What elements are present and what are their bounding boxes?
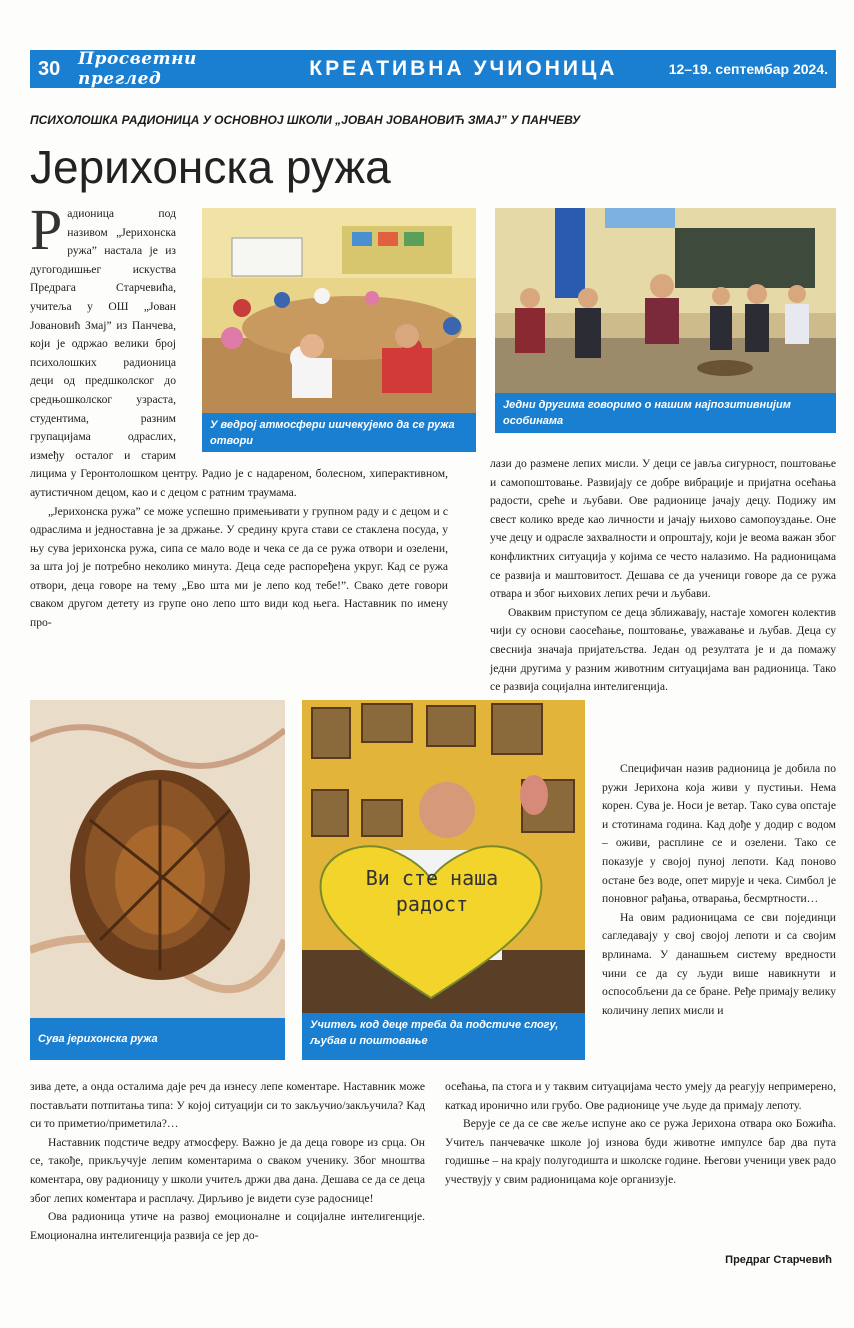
column-right-narrow (602, 760, 836, 1020)
heart-sign (316, 840, 546, 1000)
paragraph-intro: Радионица под називом „Јерихонска ружа” настала је из дугогодишњег искуства Предрага Старчевића, учитеља у ОШ „Јован Јовановић Змај” из Панчева, који је одржао велики број психолошких радионица деци од предшколског до средњошколског узраста, студентима, разним групацијама одраслих, између осталог и старим лицима у Геронтолошком центру. Радио је с надареном, болесном, хиперактивном, аутистичном децом, као и с децом с ратним траумама. (30, 197, 448, 499)
paragraph-collective: Оваквим приступом се деца зближавају, настаје хомоген колектив чији су основи саосећање, поштовање, уважавање и љубав. Деца су свесниja значаја пријатељства. Један од резултата је и да помажу једни другима у разним животним ситуацијама ван радионица. Тако се развија социјална интелигенција. (490, 605, 836, 694)
drop-cap: Р (30, 197, 63, 262)
teacher-caption: Учитељ код деце треба да подстиче слогу, љубав и поштовање (302, 1013, 585, 1060)
article-author: Предраг Старчевић (725, 1254, 832, 1266)
paragraph-exchange: лази до размене лепих мисли. У деци се јавља сигурност, поштовање и самопоштовање. Развијају се добре вибрације и пријатна осећања радости, среће и љубави. Ове радионице јачају децу. Подижу им свест колико вреде као личности и јачају њихово самопоуздање. Оне уче децу и одрасле захвалности и опроштају, који је веома важан због конфликтних ситуација у којима се често налазимо. На радионицама се развија и маштовитост. Дешава се да ученици говоре да се ружа отвара и због њихових лепих речи и љубави. (490, 457, 836, 601)
column-bottom-left (30, 1078, 425, 1245)
paragraph-christmas: Верује се да се све жеље испуне ако се ружа Јерихона отвара око Божића. Учитељ панчевачке школе јој изнова буди животне импулсе бар два пута годишње – на крају полугодишта и школске године. Његови ученици увек радо учествују у свим радионицама које организује. (445, 1117, 836, 1186)
rose-photo (30, 700, 285, 1018)
teacher-photo (302, 700, 585, 1013)
paragraph-intelligence: Ова радионица утиче на развој емоционалне и социјалне интелигенције. Емоционална интелигенција развија се јер до- (30, 1210, 425, 1242)
issue-date: 12–19. септембар 2024. (668, 61, 828, 77)
column-right (490, 455, 836, 697)
column-bottom-right (445, 1078, 836, 1190)
classroom-caption: У ведрој атмосфери ишчекујемо да се ружа отвори (202, 413, 476, 452)
article-title: Јерихонска ружа (30, 141, 391, 193)
paragraph-atmosphere: Наставник подстиче ведру атмосферу. Важно је да деца говоре из срца. Он се, такође, прикључује лепим коментарима о сваком ученику. Због мноштва коментара, ову радионицу у школи учитељ држи два дана. Дешава се да се деца због лепих коментара и расплачу. Дирљиво је видети сузе радоснице! (30, 1135, 425, 1205)
publication-logo: Просветни преглед (78, 49, 197, 89)
paragraph-rose-origin: Специфичан назив радионица је добила по ружи Јерихона која живи у пустињи. Нема корен. Сува је. Носи је ветар. Тако сува опстаје и стотинама година. Кад дође у додир с водом – оживи, расплине се и озелени. Тако се показује у својој пуној лепоти. Кад поново остане без воде, опет мирује и чека. Симбол је поновног рађања, отварања, бесмртности… (602, 762, 836, 906)
article-kicker: ПСИХОЛОШКА РАДИОНИЦА У ОСНОВНОЈ ШКОЛИ „ЈОВАН ЈОВАНОВИЋ ЗМАЈ” У ПАНЧЕВУ (30, 113, 581, 127)
rose-caption: Сува јерихонска ружа (30, 1018, 285, 1060)
circle-caption: Једни другима говоримо о нашим најпозитивнијим особинама (495, 393, 836, 433)
circle-photo (495, 208, 836, 393)
paragraph-values: На овим радионицама се сви појединци сагледавају у свој својој лепоти и са својим врлинама. У данашњем систему вредности чини се да су људи више навикнути и оспособљени да се бране. Ређе примају велику количину лепих мисли и (602, 910, 836, 1017)
page-header (30, 50, 836, 88)
heart-sign-text: Ви сте наша радост (365, 866, 499, 916)
paragraph-feelings: осећања, па стога и у таквим ситуацијама често умеју да реагују непримерено, каткад иронично или грубо. Ове радионице уче људе да примају лепоту. (445, 1080, 836, 1112)
page-number: 30 (38, 57, 61, 80)
classroom-photo (202, 208, 476, 413)
section-title: КРЕАТИВНА УЧИОНИЦА (309, 57, 618, 80)
paragraph-questions: зива дете, а онда осталима даје реч да изнесу лепе коментаре. Наставник може постављати потпитања типа: У којој ситуацији си то закључио/закључила? Кад си то приметио/приметила?… (30, 1080, 425, 1131)
paragraph-method: „Јерихонска ружа” се може успешно примењивати у групном раду и с децом и с одраслима и једноставна је за држање. У средину круга стави се стаклена посуда, у њу сува јерихонска ружа, сипа се мало воде и чека се да се ружа отвори и озелени, за шта јој је потребно неколико минута. Деца седе распоређена укруг. Кад се ружа отвори, деца говоре на тему „Ево шта ми је лепо код тебе!”. Свако дете говори сваком другом детету из групе оно лепо што види код њега. Наставник по имену про- (30, 504, 448, 630)
